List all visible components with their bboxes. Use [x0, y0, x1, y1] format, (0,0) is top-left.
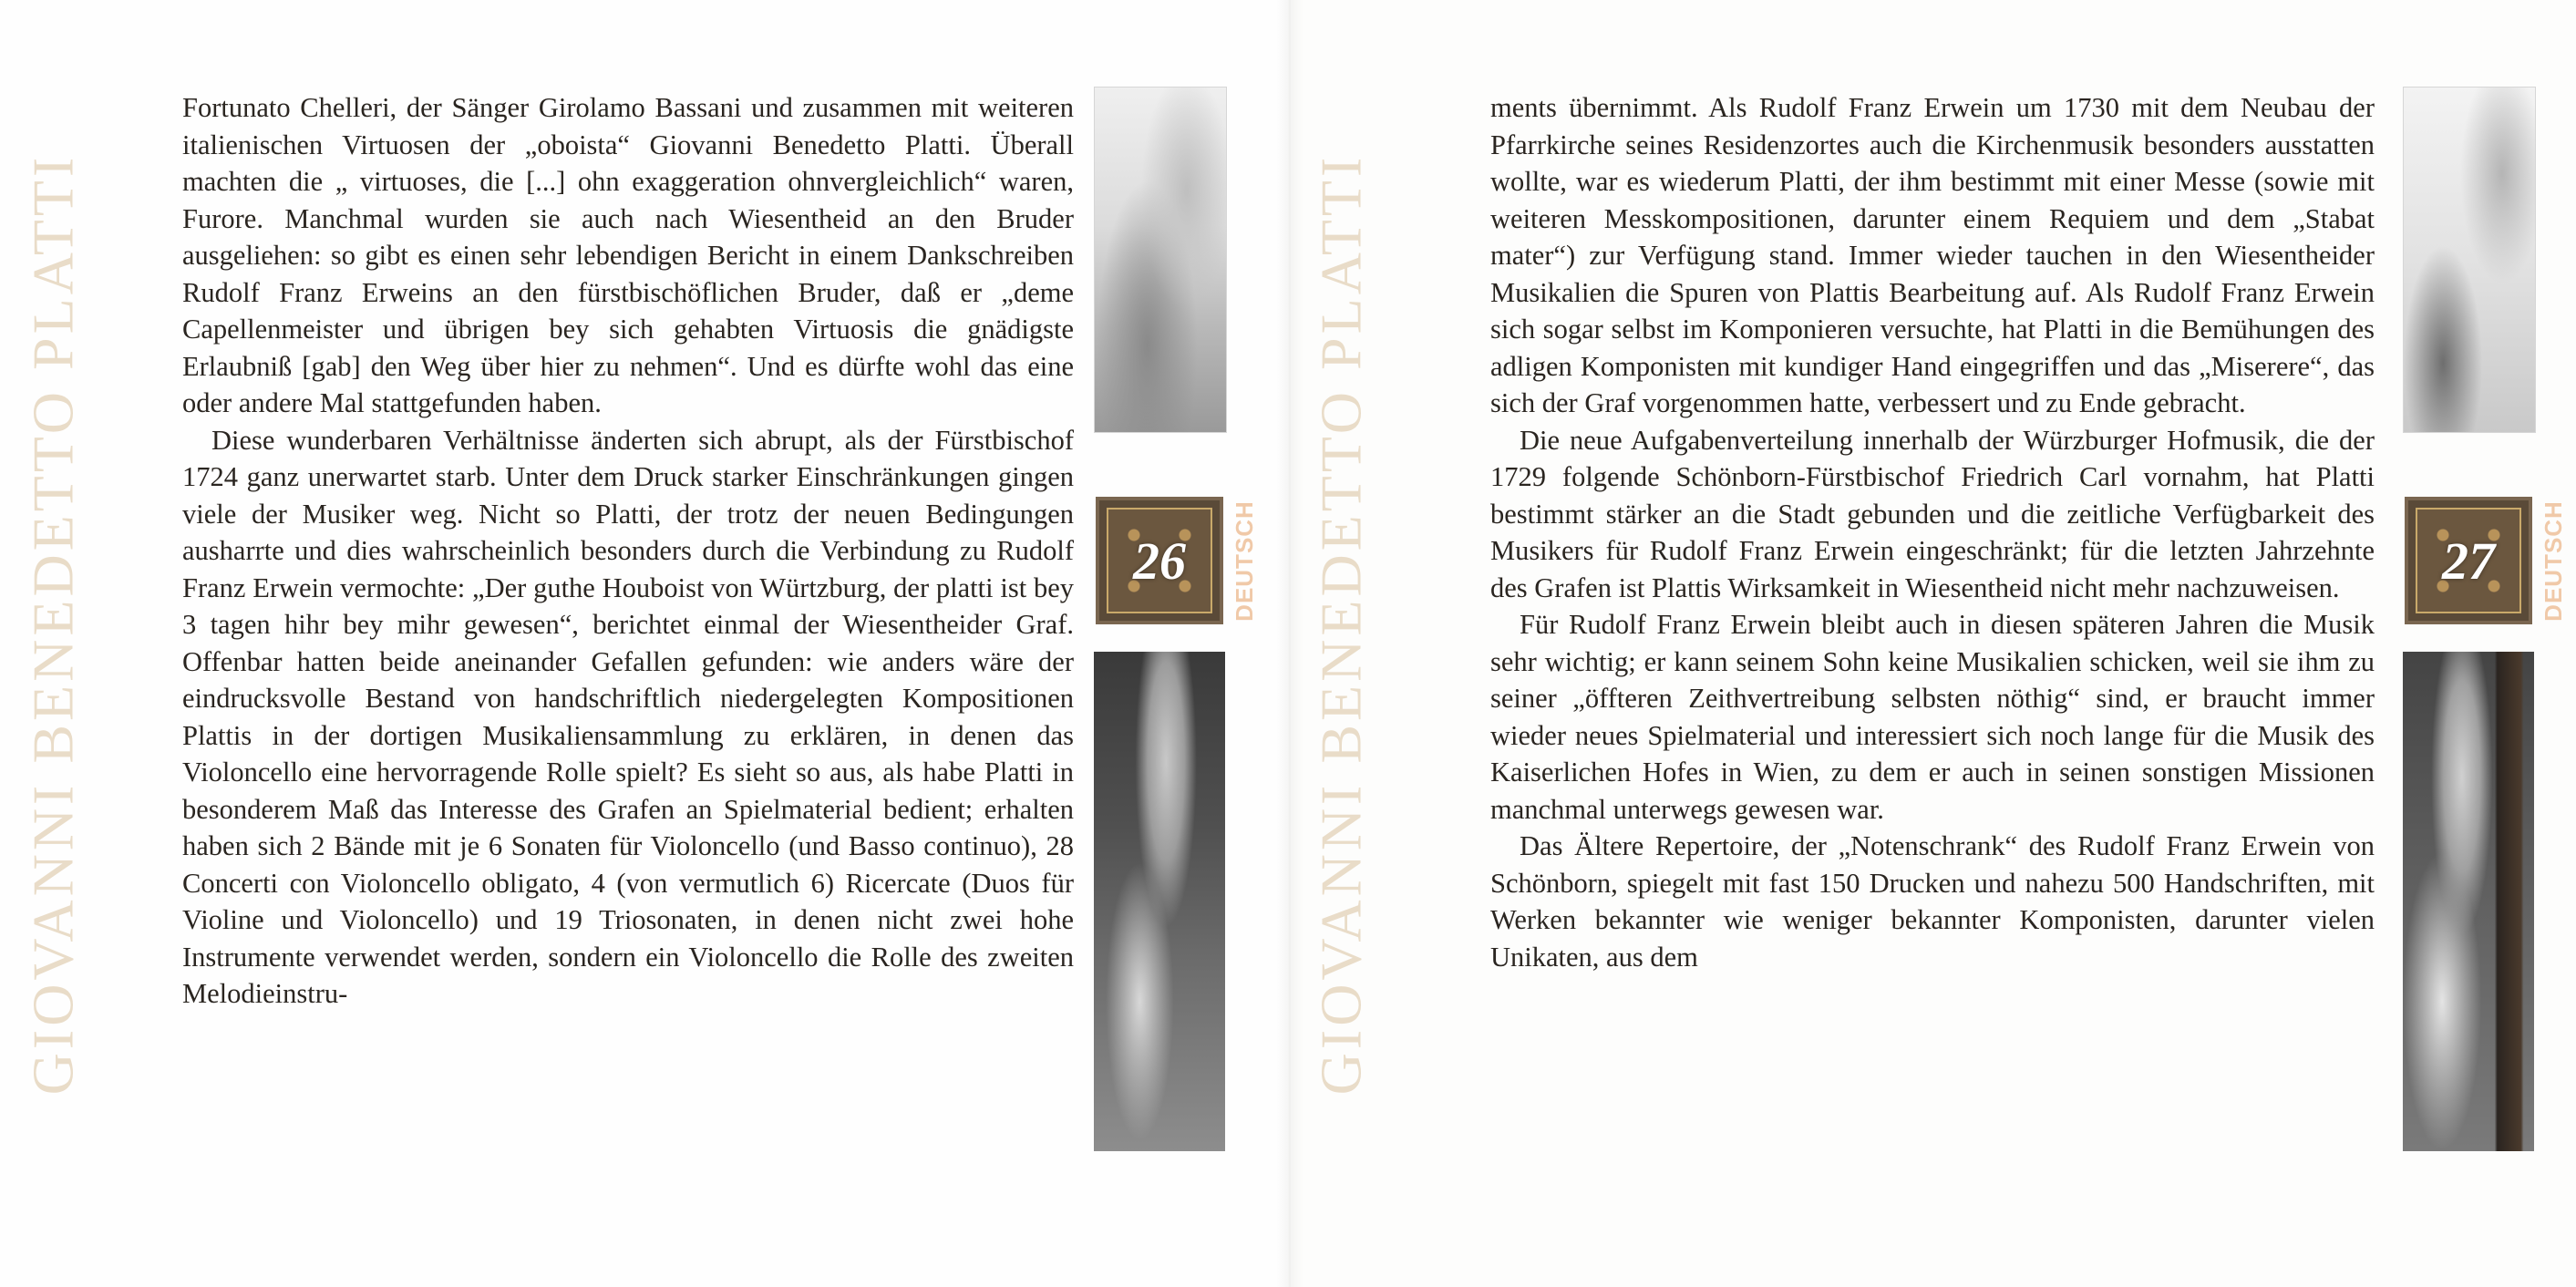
paragraph: Diese wunderbaren Verhältnisse änderten sich abrupt, als der Fürstbischof 1724 ganz unerwartet starb. Unter dem Druck starker Einschränkungen gingen viele der Musiker weg. Nicht so Platti, der trotz der neuen Bedingungen ausharrte und dies wahrscheinlich besonders durch die Verbindung zu Rudolf Franz Erwein vermochte: „Der guthe Houboist von Würtzburg, der platti ist bey 3 tagen hihr bey mihr gewesen“, berichtet einmal der Wiesentheider Graf. Offenbar hatten beide aneinander Gefallen gefunden: wie anders wäre der eindrucksvolle Bestand von handschriftlich niedergelegten Kompositionen Plattis in der dortigen Musikaliensammlung zu erklären, in denen das Violoncello eine hervorragende Rolle spielt? Es sieht so aus, als habe Platti in besonderem Maß das Interesse des Grafen an Spielmaterial bedient; erhalten haben sich 2 Bände mit je 6 Sonaten für Violoncello (und Basso continuo), 28 Concerti con Violoncello obligato, 4 (von vermutlich 6) Ricercate (Duos für Violine und Violoncello) und 19 Triosonaten, in denen nicht zwei hohe Instrumente verwendet werden, sondern ein Violoncello die Rolle des zweiten Melodieinstru- [182, 424, 1074, 1009]
illustration-sketch-image [2403, 87, 2536, 433]
language-label [1226, 497, 1262, 624]
language-label-text: DEUTSCH [1230, 499, 1258, 622]
page-number-badge [2405, 497, 2532, 624]
spine-title-left [20, 87, 85, 1162]
paragraph: Die neue Aufgabenverteilung innerhalb der Würzburger Hofmusik, die der 1729 folgende Schönborn-Fürstbischof Friedrich Carl vornahm, hat Platti bestimmt stärker an die Stadt gebunden und die zeitliche Verfügbarkeit des Musikers für Rudolf Franz Erwein eingeschränkt; für die letzten Jahrzehnte des Grafen ist Plattis Wirksamkeit in Wiesentheid nicht mehr nachzuweisen. [1490, 424, 2375, 603]
spine-title-right [1308, 87, 1373, 1162]
page-number-badge [1096, 497, 1223, 624]
page-number: 27 [2442, 530, 2495, 591]
spine-title-text: GIOVANNI BENEDETTO PLATTI [1308, 153, 1373, 1096]
language-label [2535, 497, 2571, 624]
paragraph: Fortunato Chelleri, der Sänger Girolamo Bassani und zusammen mit weiteren italienischen Virtuosen der „oboista“ Giovanni Benedetto Platti. Überall machten die „ virtuoses, die [...] ohn exaggeration ohnvergleichlich“ waren, Furore. Manchmal wurden sie auch nach Wiesentheid an den Bruder ausgeliehen: so gibt es einen sehr lebendigen Bericht in einem Dankschreiben Rudolf Franz Erweins an den fürstbischöflichen Bruder, daß er „deme Capellenmeister und übrigen bey sich gehabten Virtuosis die gnädigste Erlaubniß [gab] den Weg über hier zu nehmen“. Und es dürfte wohl das eine oder andere Mal stattgefunden haben. [182, 92, 1074, 418]
paragraph: Das Ältere Repertoire, der „Notenschrank“ des Rudolf Franz Erwein von Schönborn, spiegelt mit fast 150 Drucken und nahezu 500 Handschriften, mit Werken bekannter wie weniger bekannter Komponisten, darunter vielen Unikaten, aus dem [1490, 830, 2375, 973]
musician-photo-violinist [1094, 652, 1225, 1151]
book-gutter [1276, 0, 1303, 1287]
illustration-sketch-image [1094, 87, 1227, 433]
body-text-right [1490, 89, 2375, 975]
page-number: 26 [1133, 530, 1186, 591]
musician-photo-bassist [2403, 652, 2534, 1151]
language-label-text: DEUTSCH [2539, 499, 2567, 622]
page-right [1288, 0, 2576, 1287]
paragraph: Für Rudolf Franz Erwein bleibt auch in diesen späteren Jahren die Musik sehr wichtig; er kann seinem Sohn keine Musikalien schicken, weil sie ihm zu seiner „öffteren Zeithvertreibung selbsten nöthig“ sind, er braucht immer wieder neues Spielmaterial und interessiert sich noch lange für die Musik des Kaiserlichen Hofes in Wien, zu dem er auch in seinen sonstigen Missionen manchmal unterwegs gewesen war. [1490, 609, 2375, 825]
paragraph: ments übernimmt. Als Rudolf Franz Erwein um 1730 mit dem Neubau der Pfarrkirche seines Residenzortes auch die Kirchenmusik besonders ausstatten wollte, war es wiederum Platti, der ihm bestimmt mit einer Messe (sowie mit weiteren Messkompositionen, darunter einem Requiem und dem „Stabat mater“) zur Verfügung stand. Immer wieder tauchen in den Wiesentheider Musikalien die Spuren von Plattis Bearbeitung auf. Als Rudolf Franz Erwein sich sogar selbst im Komponieren versuchte, hat Platti in die Bemühungen des adligen Komponisten mit kundiger Hand eingegriffen und das „Miserere“, das sich der Graf vorgenommen hatte, verbessert und zu Ende gebracht. [1490, 92, 2375, 418]
spine-title-text: GIOVANNI BENEDETTO PLATTI [20, 153, 85, 1096]
ornament-frame [2416, 508, 2521, 613]
ornament-frame [1107, 508, 1212, 613]
body-text-left [182, 89, 1074, 1013]
